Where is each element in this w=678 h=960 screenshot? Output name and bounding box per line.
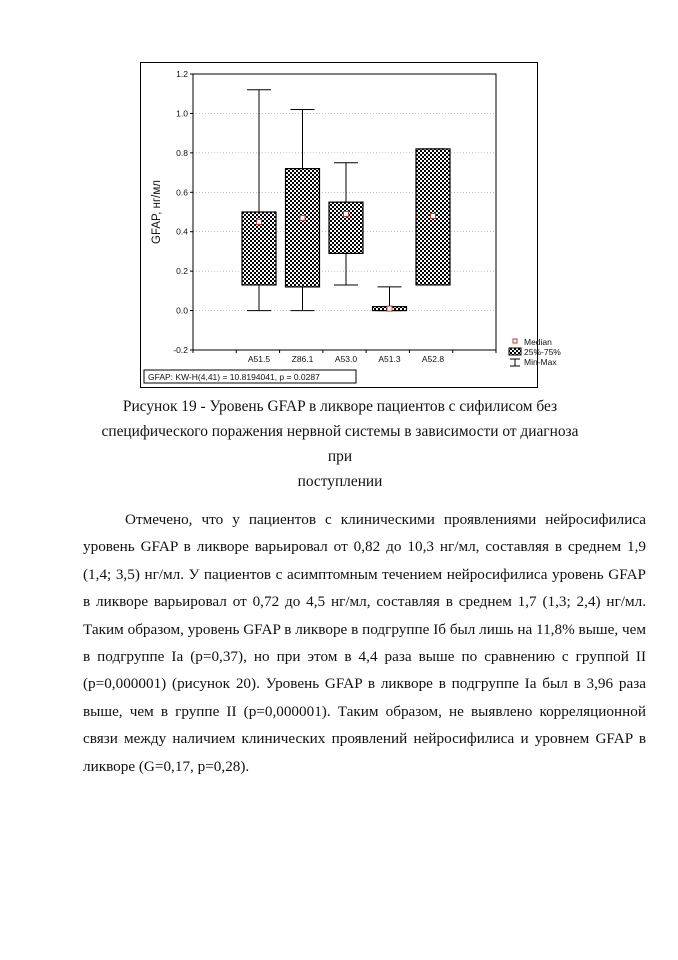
- body-paragraph: Отмечено, что у пациентов с клиническими проявлениями нейросифилиса уровень GFAP в ликворе варьировал от 0,82 до 10,3 нг/мл, составляя в среднем 1,9 (1,4; 3,5) нг/мл. У пациентов с асимптомным течением нейросифилиса уровень GFAP в ликворе варьировал от 0,72 до 4,5 нг/мл, составляя в среднем 1,7 (1,3; 2,4) нг/мл. Таким образом, уровень GFAP в ликворе в подгруппе Iб был лишь на 11,8% выше, чем в подгруппе Iа (р=0,37), но при этом в 4,4 раза выше по сравнению с группой II (р=0,000001) (рисунок 20). Уровень GFAP в ликворе в подгруппе Iа был в 3,96 раза выше, чем в группе II (р=0,000001). Таким образом, не выявлено корреляционной связи между наличием клинических проявлений нейросифилиса и уровнем GFAP в ликворе (G=0,17, р=0,28).: [83, 511, 646, 775]
- box-a53-0: [329, 163, 363, 285]
- legend-median-marker: [513, 339, 517, 343]
- y-axis: [173, 69, 193, 355]
- box-z86-1: [286, 109, 320, 310]
- legend-minmax-label: Min-Max: [524, 357, 557, 367]
- x-axis: [193, 350, 496, 364]
- boxes: [242, 90, 450, 311]
- iqr-box: [329, 202, 363, 253]
- stat-text: GFAP: KW-H(4,41) = 10.8194041, p = 0.0287: [148, 372, 320, 382]
- figure-caption: [90, 394, 590, 494]
- caption-line-3: поступлении: [297, 473, 383, 490]
- box-a51-5: [242, 90, 276, 311]
- median-marker: [300, 215, 305, 220]
- chart-svg: [140, 62, 561, 388]
- caption-line-2: специфического поражения нервной системы в зависимости от диагноза при: [101, 423, 579, 465]
- median-marker: [431, 213, 436, 218]
- median-marker: [387, 306, 392, 311]
- box-plot-chart: [140, 62, 561, 388]
- x-tick-label: A52.8: [421, 354, 445, 364]
- y-tick-label: 0.0: [176, 305, 188, 316]
- legend-minmax-icon: [510, 359, 520, 366]
- y-tick-label: 0.4: [176, 226, 188, 237]
- x-tick-label: Z86.1: [291, 354, 314, 364]
- y-axis-label: GFAP, нг/мл: [151, 180, 163, 244]
- box-a51-3: [373, 287, 407, 311]
- iqr-box: [286, 169, 320, 287]
- legend-median-label: Median: [524, 337, 552, 347]
- x-tick-label: A53.0: [334, 354, 358, 364]
- legend-iqr-swatch: [509, 348, 521, 355]
- x-tick-label: A51.3: [378, 354, 401, 364]
- body-text: [83, 506, 646, 780]
- median-marker: [344, 211, 349, 216]
- y-tick-label: 0.2: [176, 266, 188, 277]
- y-tick-label: 1.2: [176, 69, 188, 79]
- x-tick-label: A51.5: [247, 354, 271, 364]
- legend-iqr-label: 25%-75%: [524, 347, 561, 357]
- median-marker: [257, 219, 262, 224]
- stat-box: [144, 370, 356, 383]
- y-tick-label: 1.0: [176, 108, 188, 119]
- y-tick-label: -0.2: [173, 345, 188, 355]
- y-tick-label: 0.8: [176, 147, 188, 158]
- caption-line-1: Рисунок 19 - Уровень GFAP в ликворе пациентов с сифилисом без: [122, 398, 558, 415]
- box-a52-8: [416, 149, 450, 285]
- legend: [509, 337, 561, 367]
- y-tick-label: 0.6: [176, 187, 188, 198]
